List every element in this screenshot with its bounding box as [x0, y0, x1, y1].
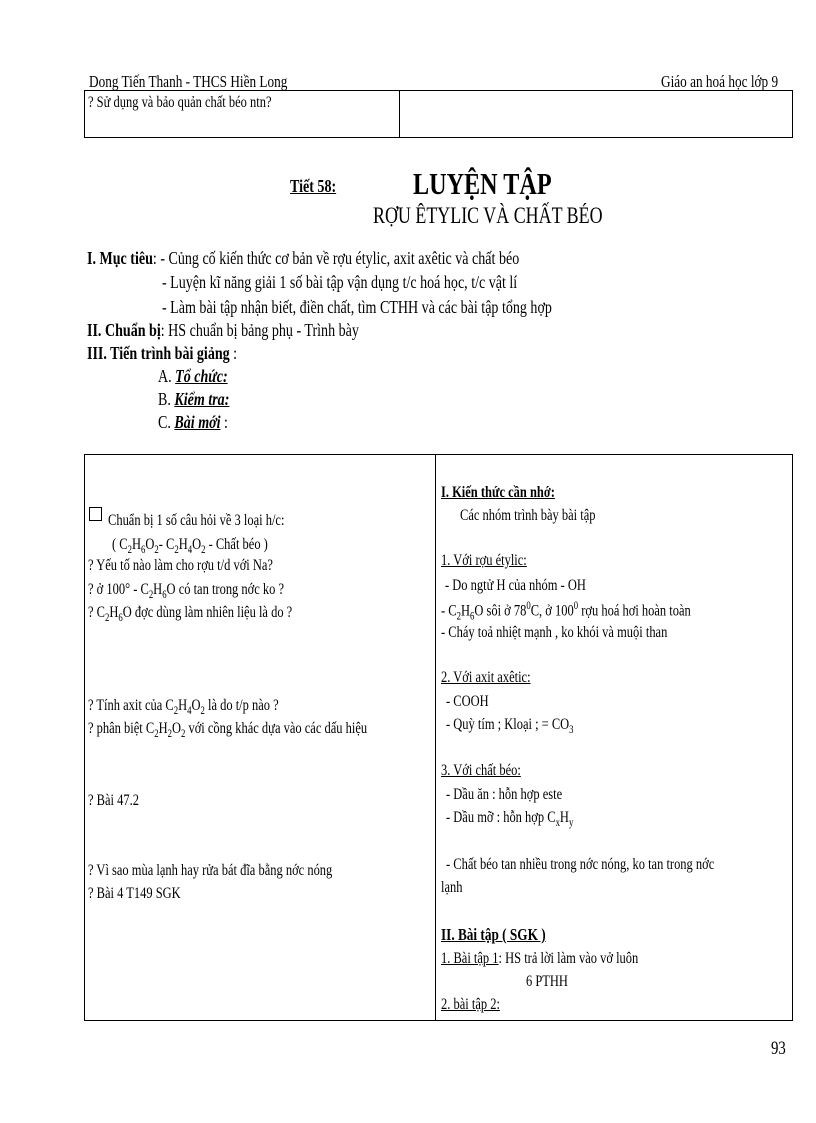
right-do-ngtu: - Do ngtử H của nhóm - OH: [445, 577, 586, 594]
right-lanh: lạnh: [441, 879, 463, 896]
item-a-text: Tổ chức:: [175, 366, 228, 386]
page-number: 93: [771, 1038, 786, 1059]
muc-tieu-line-2: - Luyện kĩ năng giải 1 số bài tập vận dụng t/c hoá học, t/c vật lí: [162, 272, 518, 292]
left-q-vi-sao: ? Vì sao mùa lạnh hay rửa bát đĩa bằng nớc nóng: [88, 862, 333, 879]
main-table-border-left: [84, 454, 85, 1020]
left-q-phan-biet: ? phân biệt $C_2H_2O_2$ với cồng khác dựa vào các dấu hiệu: [88, 720, 368, 741]
top-table-cell: ? Sử dụng và bảo quản chất béo ntn?: [88, 94, 272, 111]
right-bai-tap: II. Bài tập ( SGK ): [441, 925, 546, 944]
chuan-bi-line: [87, 320, 359, 341]
right-soi-d: rợu hoá hơi hoàn toàn: [578, 602, 691, 620]
right-soi-b: sôi ở 78: [483, 602, 527, 620]
top-table-border-left: [84, 90, 85, 137]
chuan-bi-text: : HS chuẩn bị bảng phụ - Trình bày: [160, 320, 359, 340]
left-q-axit: ? Tính axit của $C_2H_4O_2$ là do t/p nào ?: [88, 697, 279, 718]
left-q-duoc-a: O đợc dùng làm nhiên liệu là do ?: [122, 604, 293, 621]
left-q-axit-a: ? Tính axit của C: [88, 697, 174, 714]
right-soi-c: C, ở 100: [530, 602, 574, 620]
left-q-phan-biet-b: với cồng khác dựa vào các dấu hiệu: [185, 720, 368, 737]
lesson-subtitle: RỢU ÊTYLIC VÀ CHẤT BÉO: [373, 203, 603, 228]
right-soi: - $C_2H_6O$ sôi ở $78^0C$, ở $100^0$ rợu hoá hơi hoàn toàn: [441, 600, 691, 623]
lesson-number: Tiết 58:: [290, 176, 337, 196]
left-q-axit-b: là do t/p nào ?: [204, 697, 279, 714]
right-cooh: - COOH: [446, 693, 489, 710]
right-quy-tim-text: - Quỳ tím ; Kloại ; = CO: [446, 716, 570, 733]
top-table-divider: [399, 90, 400, 137]
left-formulas: ( $C_2H_6O_2-$ $C_2H_4O_2$ - Chất béo ): [112, 536, 268, 557]
right-chay: - Cháy toả nhiệt mạnh , ko khói và muội than: [441, 624, 668, 641]
right-chat-beo-tan: - Chất béo tan nhiều trong nớc nóng, ko tan trong nớc: [446, 856, 715, 873]
muc-tieu-text-1: : - Củng cố kiến thức cơ bản về rợu étylic, axit axêtic và chất béo: [152, 248, 520, 268]
right-bai-tap-1-text: : HS trả lời làm vào vở luôn: [498, 950, 639, 967]
left-q-o-100-a: ? ở 100° - C: [88, 581, 149, 598]
right-bai-tap-1-label: 1. Bài tập 1: [441, 950, 499, 967]
item-c-suffix: :: [220, 412, 228, 432]
lesson-title: LUYỆN TẬP: [413, 166, 552, 201]
item-c: [158, 412, 228, 433]
main-table-border-bottom: [84, 1020, 793, 1021]
left-q-phan-biet-a: ? phân biệt C: [88, 720, 155, 737]
left-q-duoc: ? $C_2H_6O$ đợc dùng làm nhiên liệu là do ?: [88, 604, 293, 625]
right-cac-nhom: Các nhóm trình bày bài tập: [460, 507, 596, 524]
top-table-border-top: [84, 90, 793, 91]
item-b-prefix: B.: [158, 389, 175, 409]
tien-trinh-line: [87, 343, 237, 364]
left-q-yeu-to: ? Yếu tố nào làm cho rợu t/d với Na?: [88, 557, 273, 574]
muc-tieu-line-3: - Làm bài tập nhận biết, điền chất, tìm CTHH và các bài tập tổng hợp: [162, 297, 552, 317]
item-a: [158, 366, 228, 387]
left-q-bai: ? Bài 47.2: [88, 792, 139, 809]
right-dau-an: - Dầu ăn : hỗn hợp este: [446, 786, 563, 803]
right-voi-chat-beo: 3. Với chất béo:: [441, 762, 521, 779]
chuan-bi-label: II. Chuẩn bị: [87, 320, 161, 340]
right-kien-thuc: I. Kiến thức cần nhớ:: [441, 484, 555, 501]
main-table-border-top: [84, 454, 793, 455]
item-c-text: Bài mới: [174, 412, 221, 432]
right-voi-ruou: 1. Với rợu étylic:: [441, 552, 527, 569]
tien-trinh-colon: :: [229, 343, 238, 363]
left-q-o-100-b: O có tan trong nớc ko ?: [166, 581, 285, 598]
item-c-prefix: C.: [158, 412, 175, 432]
item-a-prefix: A.: [158, 366, 176, 386]
item-b-text: Kiểm tra:: [174, 389, 230, 409]
main-table-divider: [435, 454, 436, 1020]
muc-tieu-line-1: [87, 248, 519, 269]
muc-tieu-label: I. Mục tiêu: [87, 248, 153, 268]
right-dau-mo: - Dầu mỡ : hỗn hợp $C_xH_y$: [446, 809, 574, 830]
main-table-border-right: [792, 454, 793, 1020]
left-checkbox-text: Chuẩn bị 1 số câu hỏi về 3 loại h/c:: [108, 512, 285, 529]
checkbox-icon: [89, 507, 102, 521]
right-pthh: 6 PTHH: [526, 973, 568, 990]
left-q-o-100: ? ở $100^\circ - C_2H_6O$ có tan trong nớc ko ?: [88, 581, 285, 602]
header-author: Dong Tiến Thanh - THCS Hiền Long: [89, 72, 288, 91]
top-table-border-bottom: [84, 137, 793, 138]
right-voi-axit: 2. Với axit axêtic:: [441, 669, 531, 686]
header-subject: Giáo an hoá học lớp 9: [661, 72, 779, 91]
item-b: [158, 389, 229, 410]
tien-trinh-label: III. Tiến trình bài giảng: [87, 343, 230, 363]
right-quy-tim: - Quỳ tím ; Kloại ; = $CO_3$: [446, 716, 574, 737]
right-bai-tap-1: [441, 950, 638, 968]
right-dau-mo-text: - Dầu mỡ : hỗn hợp C: [446, 809, 556, 826]
right-bai-tap-2: 2. bài tập 2:: [441, 996, 500, 1013]
left-q-bai4: ? Bài 4 T149 SGK: [88, 885, 181, 902]
top-table-border-right: [792, 90, 793, 137]
